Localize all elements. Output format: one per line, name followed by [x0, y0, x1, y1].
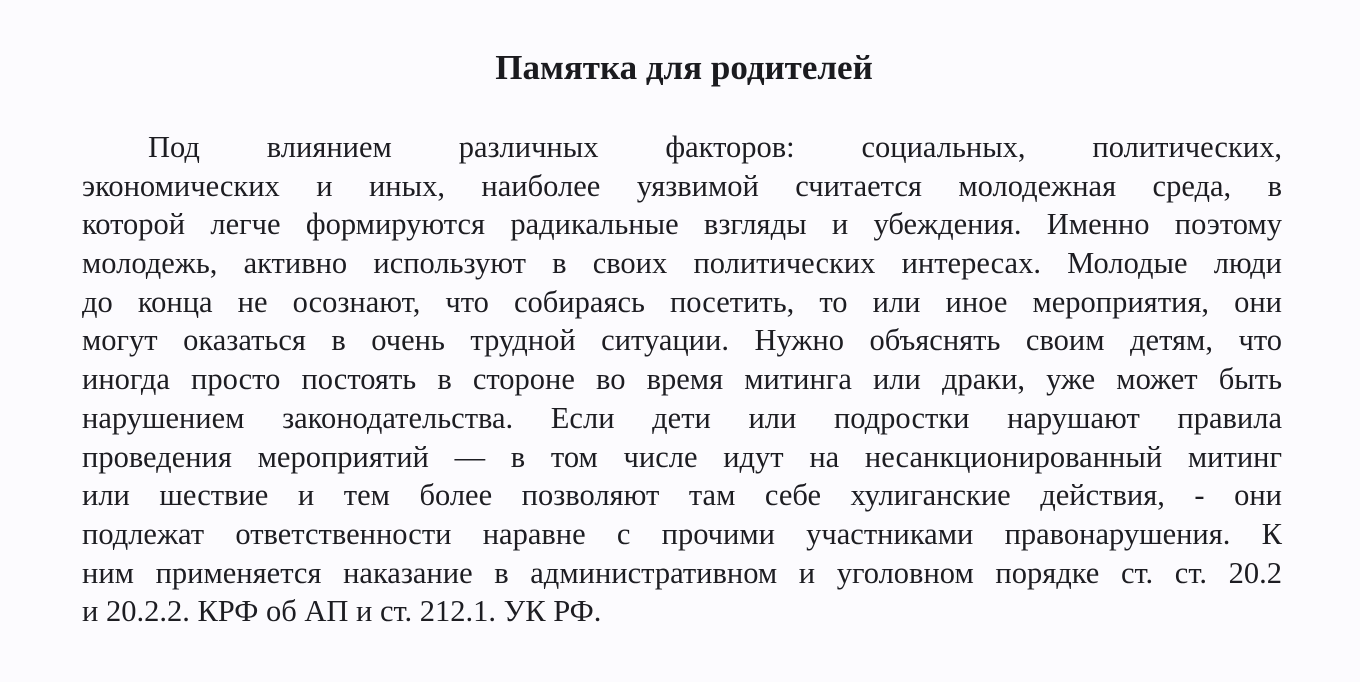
paragraph-line: которой легче формируются радикальные взгляды и убеждения. Именно поэтому: [82, 207, 1282, 242]
paragraph-line: до конца не осознают, что собираясь посетить, то или иное мероприятия, они: [82, 284, 1282, 319]
paragraph-line: проведения мероприятий — в том числе идут на несанкционированный митинг: [82, 439, 1282, 474]
paragraph-line: нарушением законодательства. Если дети или подростки нарушают правила: [82, 400, 1282, 435]
paragraph-line: могут оказаться в очень трудной ситуации. Нужно объяснять своим детям, что: [82, 323, 1282, 358]
paragraph-line: иногда просто постоять в стороне во время митинга или драки, уже может быть: [82, 362, 1282, 397]
paragraph-line: молодежь, активно используют в своих политических интересах. Молодые люди: [82, 246, 1282, 281]
paragraph-line: подлежат ответственности наравне с прочими участниками правонарушения. К: [82, 516, 1282, 551]
document-title: Памятка для родителей: [495, 48, 873, 87]
paragraph-line: ним применяется наказание в административном и уголовном порядке ст. ст. 20.2: [82, 555, 1282, 590]
document-paragraph: [82, 128, 1282, 631]
paragraph-line: и 20.2.2. КРФ об АП и ст. 212.1. УК РФ.: [82, 594, 602, 629]
paragraph-line: Под влиянием различных факторов: социальных, политических,: [148, 130, 1282, 164]
paragraph-line: или шествие и тем более позволяют там себе хулиганские действия, - они: [82, 478, 1282, 513]
paragraph-line: экономических и иных, наиболее уязвимой считается молодежная среда, в: [82, 168, 1282, 203]
